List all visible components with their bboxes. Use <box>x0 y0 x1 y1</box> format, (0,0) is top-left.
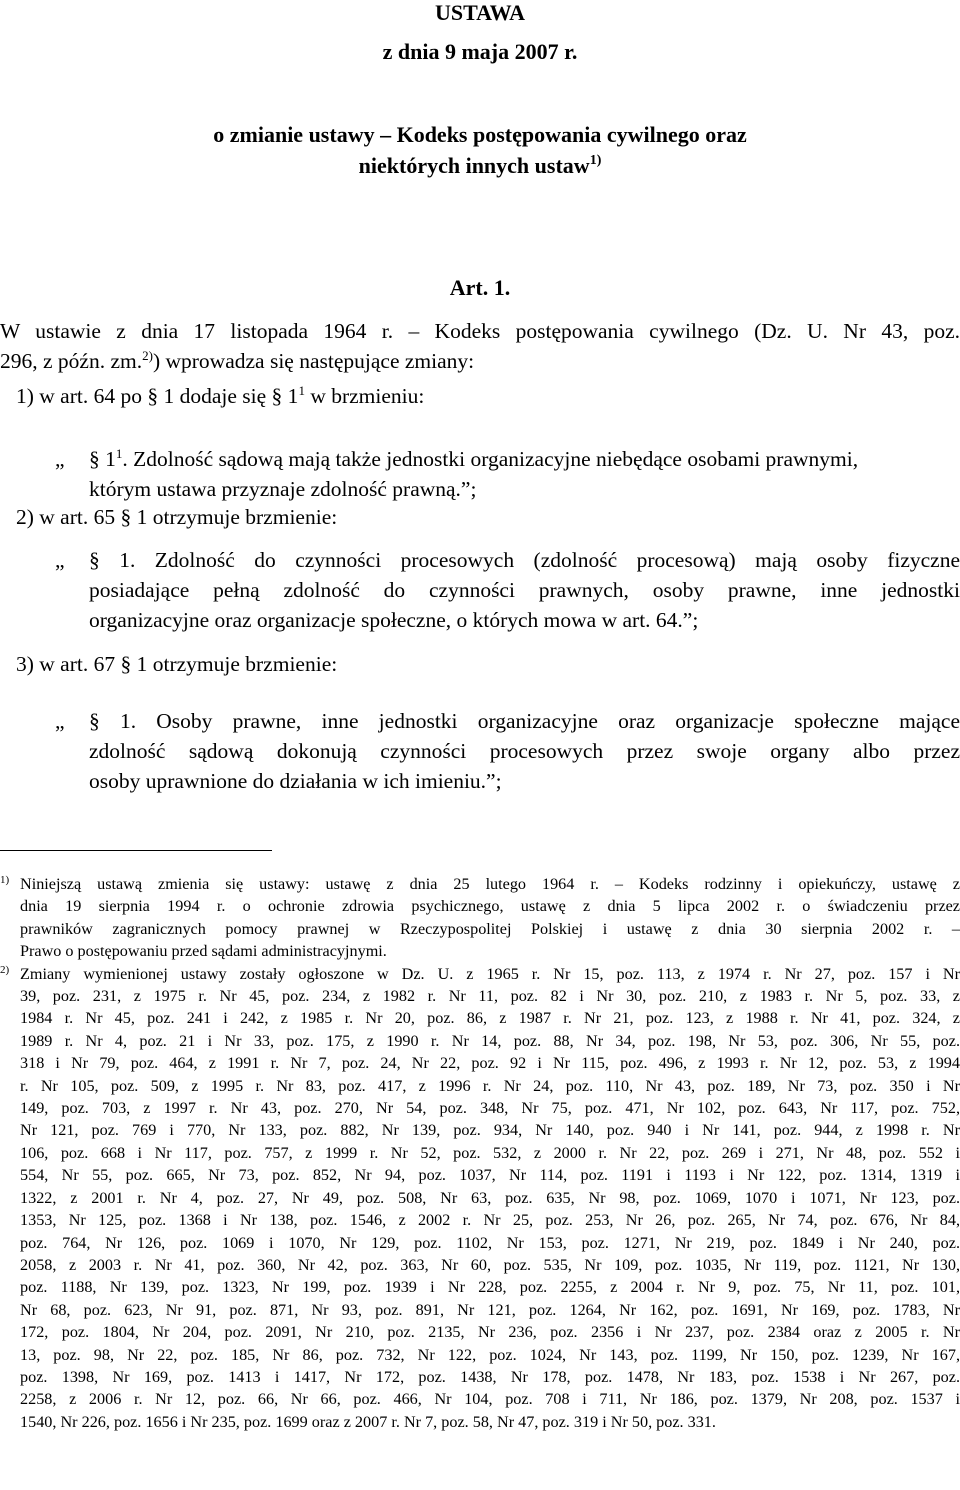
quote-2-open-mark: „ <box>55 548 65 572</box>
footnote-2-line: 39, poz. 231, z 1975 r. Nr 45, poz. 234, z 1982 r. Nr 11, poz. 82 i Nr 30, poz. 210, z 1983 r. Nr 5, poz. 33, z <box>20 987 960 1006</box>
amendment-item-3: 3) w art. 67 § 1 otrzymuje brzmienie: <box>16 652 338 676</box>
footnotes <box>0 873 960 1433</box>
intro-line-2-start: 296, z późn. zm. <box>0 349 143 373</box>
amendment-item-1-label: 1) w art. 64 po § 1 dodaje się § 1 <box>16 384 299 408</box>
footnote-2-line: 172, poz. 1804, Nr 204, poz. 2091, Nr 210, poz. 2135, Nr 236, poz. 2356 i Nr 237, poz. 2384 oraz z 2005 r. Nr <box>20 1323 960 1342</box>
footnote-2-line: 106, poz. 668 i Nr 117, poz. 757, z 1999 r. Nr 52, poz. 532, z 2000 r. Nr 22, poz. 269 i 271, Nr 48, poz. 552 i <box>20 1143 960 1162</box>
footnote-2-line: 1984 r. Nr 45, poz. 241 i 242, z 1985 r. Nr 20, poz. 86, z 1987 r. Nr 21, poz. 123, z 1988 r. Nr 41, poz. 324, z <box>20 1009 960 1028</box>
footnote-1-line: dnia 19 sierpnia 1994 r. o ochronie zdrowia psychicznego, ustawę z dnia 5 lipca 2002 r. o świadczeniu przez <box>20 897 960 916</box>
footnote-2-line: poz. 764, Nr 126, poz. 1069 i 1070, Nr 129, poz. 1102, Nr 153, poz. 1271, Nr 219, poz. 1849 i Nr 240, poz. <box>20 1233 960 1252</box>
footnote-1-line: prawników zagranicznych pomocy prawnej w Rzeczypospolitej Polskiej i ustawę z dnia 30 sierpnia 2002 r. – <box>20 919 960 938</box>
footnote-2-line: poz. 1398, Nr 169, poz. 1413 i 1417, Nr 172, poz. 1438, Nr 178, poz. 1478, Nr 183, poz. 1538 i Nr 267, poz. <box>20 1367 960 1386</box>
footnote-2-line: 318 i Nr 79, poz. 464, z 1991 r. Nr 7, poz. 24, Nr 22, poz. 92 i Nr 115, poz. 496, z 1993 r. Nr 12, poz. 53, z 1994 <box>20 1054 960 1073</box>
footnote-divider <box>0 850 272 851</box>
quote-1-section-sup: 1 <box>115 446 123 461</box>
quote-1-line-1 <box>55 444 960 474</box>
intro-line-1: W ustawie z dnia 17 listopada 1964 r. – Kodeks postępowania cywilnego (Dz. U. Nr 43, poz. <box>0 319 960 343</box>
amendment-quote-3 <box>55 706 960 796</box>
act-subject-text: niektórych innych ustaw <box>358 153 590 178</box>
footnote-2-line: Nr 68, poz. 623, Nr 91, poz. 871, Nr 93, poz. 891, Nr 121, poz. 1264, Nr 162, poz. 1691, Nr 169, poz. 1783, Nr <box>20 1300 960 1319</box>
footnote-2-line: 149, poz. 703, z 1997 r. Nr 43, poz. 270, Nr 54, poz. 348, Nr 75, poz. 471, Nr 102, poz. 643, Nr 117, poz. 752, <box>20 1099 960 1118</box>
quote-2-text-1: § 1. Zdolność do czynności procesowych (zdolność procesową) mają osoby fizyczne <box>89 548 960 572</box>
footnote-1-number: 1) <box>0 874 10 886</box>
footnote-2-line: 2258, z 2006 r. Nr 12, poz. 66, Nr 66, poz. 466, Nr 104, poz. 708 i 711, Nr 186, poz. 1379, Nr 208, poz. 1537 i <box>20 1390 960 1409</box>
article-intro <box>0 316 960 376</box>
footnote-2-number: 2) <box>0 963 10 976</box>
footnote-2-line: r. Nr 105, poz. 509, z 1995 r. Nr 83, poz. 417, z 1996 r. Nr 24, poz. 110, Nr 43, poz. 189, Nr 73, poz. 350 i Nr <box>20 1076 960 1095</box>
quote-2-line-2: posiadające pełną zdolność do czynności prawnych, osoby prawne, inne jednostki <box>89 578 960 602</box>
footnote-ref-1[interactable]: 1) <box>589 153 602 168</box>
quote-1-open-mark: „ <box>55 447 65 471</box>
amendment-item-1-tail: w brzmieniu: <box>304 384 425 408</box>
quote-2-line-1 <box>55 545 960 575</box>
footnote-2-line: Nr 121, poz. 769 i 770, Nr 133, poz. 882, Nr 139, poz. 934, Nr 140, poz. 940 i Nr 141, poz. 944, z 1998 r. Nr <box>20 1121 960 1140</box>
footnote-1 <box>0 873 960 963</box>
amendment-item-1 <box>16 381 424 411</box>
article-heading: Art. 1. <box>449 275 511 300</box>
intro-line-2 <box>0 346 960 376</box>
footnote-2-line: 2058, z 2003 r. Nr 41, poz. 360, Nr 42, poz. 363, Nr 60, poz. 535, Nr 109, poz. 1035, Nr 119, poz. 1121, Nr 130, <box>20 1255 960 1274</box>
footnote-2-line: 1989 r. Nr 4, poz. 21 i Nr 33, poz. 175, z 1990 r. Nr 14, poz. 88, Nr 34, poz. 198, Nr 53, poz. 306, Nr 55, poz. <box>20 1031 960 1050</box>
footnote-2 <box>0 963 960 1434</box>
footnote-ref-2[interactable]: 2) <box>142 348 153 363</box>
act-title: USTAWA <box>434 0 526 25</box>
footnote-2-line: 1322, z 2001 r. Nr 4, poz. 27, Nr 49, poz. 508, Nr 63, poz. 635, Nr 98, poz. 1069, 1070 i 1071, Nr 123, poz. <box>20 1188 960 1207</box>
intro-line-2-end: ) wprowadza się następujące zmiany: <box>152 349 475 373</box>
quote-2-line-3: organizacyjne oraz organizacje społeczne, o których mowa w art. 64.”; <box>89 608 699 632</box>
amendment-quote-1 <box>55 444 960 504</box>
amendment-item-2: 2) w art. 65 § 1 otrzymuje brzmienie: <box>16 505 338 529</box>
footnote-1-line: Niniejszą ustawą zmienia się ustawy: ustawę z dnia 25 lutego 1964 r. – Kodeks rodzinny i opiekuńczy, ustawę z <box>20 875 960 893</box>
quote-1-section: § 1 <box>89 447 116 471</box>
quote-1-text-1: . Zdolność sądową mają także jednostki organizacyjne niebędące osobami prawnymi, <box>122 447 859 471</box>
quote-3-line-2: zdolność sądową dokonują czynności procesowych przez swoje organy albo przez <box>89 739 960 763</box>
footnote-2-line: 1540, Nr 226, poz. 1656 i Nr 235, poz. 1699 oraz z 2007 r. Nr 7, poz. 58, Nr 47, poz. 319 i Nr 50, poz. 331. <box>20 1412 716 1431</box>
quote-1-line-2: którym ustawa przyznaje zdolność prawną.”; <box>89 477 477 501</box>
quote-3-open-mark: „ <box>55 709 65 733</box>
amendment-item-1-sup: 1 <box>298 383 305 398</box>
footnote-2-line: 554, Nr 55, poz. 665, Nr 73, poz. 852, Nr 94, poz. 1037, Nr 114, poz. 1191 i 1193 i Nr 122, poz. 1314, 1319 i <box>20 1166 960 1185</box>
amendment-quote-2 <box>55 545 960 635</box>
quote-3-line-1 <box>55 706 960 736</box>
footnote-2-line: 13, poz. 98, Nr 22, poz. 185, Nr 86, poz. 732, Nr 122, poz. 1024, Nr 143, poz. 1199, Nr 150, poz. 1239, Nr 167, <box>20 1345 960 1364</box>
act-subject-line-2 <box>0 153 960 179</box>
quote-3-text-1: § 1. Osoby prawne, inne jednostki organizacyjne oraz organizacje społeczne mające <box>89 709 960 733</box>
footnote-2-line: poz. 1188, Nr 139, poz. 1323, Nr 199, poz. 1939 i Nr 228, poz. 2255, z 2004 r. Nr 9, poz. 75, Nr 11, poz. 101, <box>20 1278 960 1297</box>
act-date: z dnia 9 maja 2007 r. <box>382 39 578 64</box>
quote-3-line-3: osoby uprawnione do działania w ich imieniu.”; <box>89 769 502 793</box>
footnote-2-line: Zmiany wymienionej ustawy zostały ogłoszone w Dz. U. z 1965 r. Nr 15, poz. 113, z 1974 r. Nr 27, poz. 157 i Nr <box>20 964 960 983</box>
footnote-1-line: Prawo o postępowaniu przed sądami administracyjnymi. <box>20 942 387 961</box>
act-subject-line-1: o zmianie ustawy – Kodeks postępowania cywilnego oraz <box>213 122 747 147</box>
footnote-2-line: 1353, Nr 125, poz. 1368 i Nr 138, poz. 1546, z 2002 r. Nr 25, poz. 253, Nr 26, poz. 265, Nr 74, poz. 676, Nr 84, <box>20 1211 960 1230</box>
